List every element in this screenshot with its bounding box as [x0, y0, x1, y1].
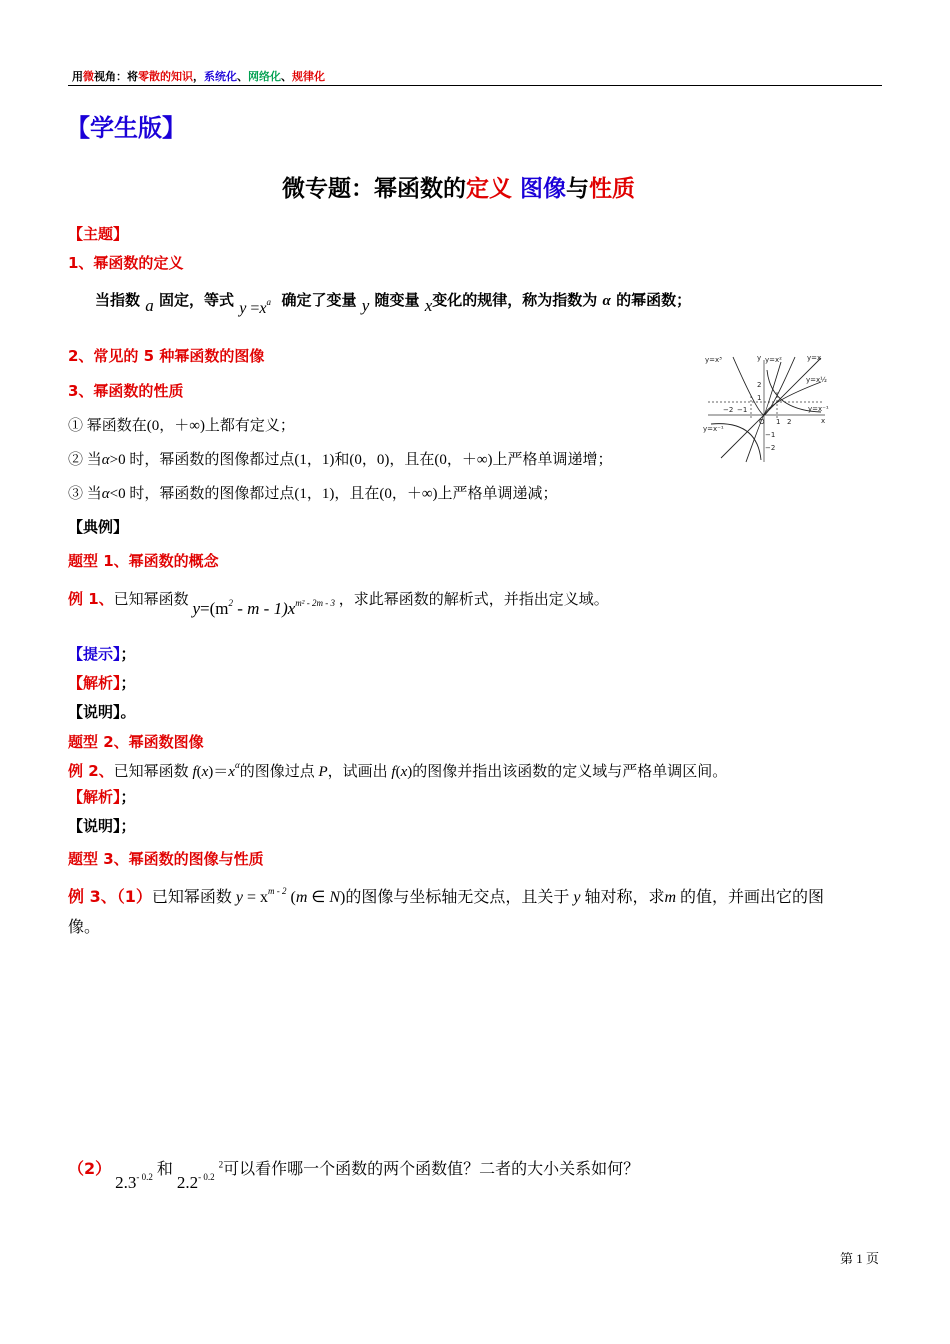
sym: m: [664, 889, 677, 906]
property-3: [68, 482, 558, 503]
sym: - 0.2: [136, 1172, 153, 1182]
text: 的值，并画出它的图: [680, 889, 825, 906]
sym: α: [234, 760, 240, 770]
text: 确定了变量: [281, 291, 357, 309]
graph-label: y=x: [807, 354, 822, 362]
example-label: 例 1、: [68, 590, 114, 608]
section-1-heading: 1、幂函数的定义: [68, 254, 184, 272]
text: 固定，等式: [158, 291, 234, 309]
var-x: x: [424, 296, 433, 315]
property-1: ① 幂函数在(0，＋∞)上都有定义；: [68, 418, 295, 434]
value-a: [115, 1173, 153, 1192]
sym: f: [391, 764, 396, 780]
graph-label: y=x½: [806, 376, 827, 384]
text: ③ 当: [68, 486, 102, 502]
example-3-part-1-cont: 像。: [68, 919, 101, 936]
sym: = x: [242, 889, 268, 906]
text: )＝: [208, 764, 229, 780]
sym: 2: [228, 598, 233, 608]
tick: −1: [765, 431, 776, 439]
var-a: a: [145, 296, 154, 315]
edition-label: 【学生版】: [66, 114, 186, 142]
axis-y: y: [757, 354, 762, 362]
text: 已知幂函数: [113, 592, 189, 608]
sym: P: [318, 764, 328, 780]
sym: x: [201, 764, 209, 780]
text: 。: [120, 703, 136, 721]
header-text: 微: [83, 70, 94, 83]
sym: x: [228, 764, 235, 780]
text: ；: [120, 645, 136, 663]
alpha: α: [602, 293, 611, 309]
header-text: 视角：将: [94, 70, 138, 83]
text: 当指数: [95, 291, 141, 309]
sym: (: [290, 889, 296, 906]
alpha: α: [101, 486, 110, 502]
page-number: 第 1 页: [840, 1251, 880, 1266]
sym: f: [192, 764, 197, 780]
running-header: [72, 68, 325, 84]
tick: −2: [723, 406, 734, 414]
formula-ex1: [192, 599, 335, 618]
page-title: [282, 170, 635, 203]
sym: y: [235, 889, 243, 906]
sym: y: [573, 889, 581, 906]
sym: - m - 1)x: [232, 599, 296, 618]
example-3-part-2: [68, 1156, 640, 1192]
example-2: [68, 760, 727, 781]
tick: 1: [776, 418, 781, 426]
section-2-heading: 2、常见的 5 种幂函数的图像: [68, 347, 265, 365]
sym: x: [400, 764, 408, 780]
sym: 2.2: [176, 1173, 199, 1192]
text: ；: [120, 817, 136, 835]
text: ；: [120, 674, 136, 692]
text: 【说明】: [68, 817, 121, 835]
graph-label: y=x⁻¹: [703, 425, 724, 433]
text: 变化的规律，称为指数为: [432, 291, 598, 309]
tick: −2: [765, 444, 776, 452]
sym: 2.3: [115, 1173, 137, 1192]
example-3-part-1: [68, 884, 824, 907]
text: 【提示】: [68, 645, 121, 663]
header-text: 、: [237, 70, 248, 83]
text: 随变量: [374, 291, 420, 309]
graph-label: y=x³: [705, 356, 722, 364]
axis-x: x: [821, 417, 826, 425]
theme-heading: 【主题】: [68, 225, 129, 243]
sym: 2: [218, 1159, 224, 1170]
text: 轴对称，求: [584, 889, 665, 906]
header-text: 用: [72, 70, 83, 83]
sym: =(m: [199, 599, 229, 618]
text: 和: [156, 1161, 173, 1178]
text: 可以看作哪一个函数的两个函数值？二者的大小关系如何？: [223, 1161, 640, 1178]
sym: a: [266, 297, 271, 307]
graph-label: y=x⁻¹: [808, 405, 829, 413]
text: ，求此幂函数的解析式，并指出定义域。: [338, 592, 609, 608]
header-text: 网络化: [248, 70, 281, 83]
sym: N: [329, 889, 340, 906]
tick: 2: [787, 418, 792, 426]
header-text: 系统化: [204, 70, 237, 83]
title-part: 与: [566, 176, 590, 202]
text: )的图像并指出该函数的定义域与严格单调区间。: [407, 764, 728, 780]
text: ；: [120, 788, 136, 806]
title-part: 定义: [466, 176, 512, 202]
example-label: 例 3、（1）: [68, 887, 152, 906]
tick: −1: [737, 406, 748, 414]
text: ② 当: [68, 452, 102, 468]
example-label: 例 2、: [68, 762, 114, 780]
graph-label: y=x²: [765, 356, 782, 364]
text: 已知幂函数: [113, 764, 193, 780]
sym: x: [259, 300, 267, 317]
text: 【说明】: [68, 703, 121, 721]
text: <0 时，幂函数的图像都过点(1，1)，且在(0，＋∞)上严格单调递减；: [109, 486, 558, 502]
sym: ∈: [307, 889, 330, 906]
var-y: y: [361, 296, 370, 315]
power-function-graph: [703, 352, 833, 464]
title-part: 图像: [520, 176, 567, 202]
sym: - 0.2: [198, 1172, 215, 1182]
analysis-label: [68, 672, 136, 693]
type-3-heading: 题型 3、幂函数的图像与性质: [68, 850, 264, 868]
sym: =: [250, 300, 260, 317]
value-b: [177, 1173, 215, 1192]
title-part: 微专题：幂函数的: [282, 176, 466, 202]
header-text: 规律化: [292, 70, 325, 83]
text: ，试画出: [327, 764, 392, 780]
analysis-label: [68, 786, 136, 807]
formula-ex3: [235, 886, 287, 906]
header-text: 、: [281, 70, 292, 83]
sym: m: [295, 889, 308, 906]
examples-heading: 【典例】: [68, 518, 129, 536]
text: (: [196, 764, 202, 780]
type-1-heading: 题型 1、幂函数的概念: [68, 552, 219, 570]
example-1: [68, 588, 609, 618]
example-label: （2）: [68, 1159, 112, 1178]
header-text: ，: [193, 70, 204, 83]
sym: m² - 2m - 3: [295, 598, 335, 608]
sym: y: [192, 599, 200, 618]
text: 的图像过点: [239, 764, 319, 780]
text: 【解析】: [68, 674, 121, 692]
definition-text: [95, 289, 692, 317]
text: >0 时，幂函数的图像都过点(1，1)和(0，0)，且在(0，＋∞)上严格单调递增；: [109, 452, 613, 468]
note-label: [68, 815, 136, 836]
text: 【解析】: [68, 788, 121, 806]
text: 的图像与坐标轴无交点，且关于: [345, 889, 570, 906]
property-2: [68, 448, 613, 469]
sym: ): [340, 889, 346, 906]
header-rule: [68, 85, 882, 86]
formula-power: [239, 297, 271, 317]
hint-label: [68, 643, 136, 664]
origin: O: [759, 418, 765, 426]
text: 已知幂函数: [151, 889, 232, 906]
header-text: 零散的知识: [138, 70, 193, 83]
note-label: [68, 701, 136, 722]
text: (: [395, 764, 401, 780]
type-2-heading: 题型 2、幂函数图像: [68, 733, 204, 751]
tick: 2: [757, 381, 762, 389]
title-part: 性质: [589, 176, 636, 202]
text: 的幂函数；: [616, 291, 692, 309]
section-3-heading: 3、幂函数的性质: [68, 382, 184, 400]
alpha: α: [101, 452, 110, 468]
sym: m - 2: [268, 886, 287, 896]
tick: 1: [757, 394, 762, 402]
sym: y: [239, 300, 247, 317]
